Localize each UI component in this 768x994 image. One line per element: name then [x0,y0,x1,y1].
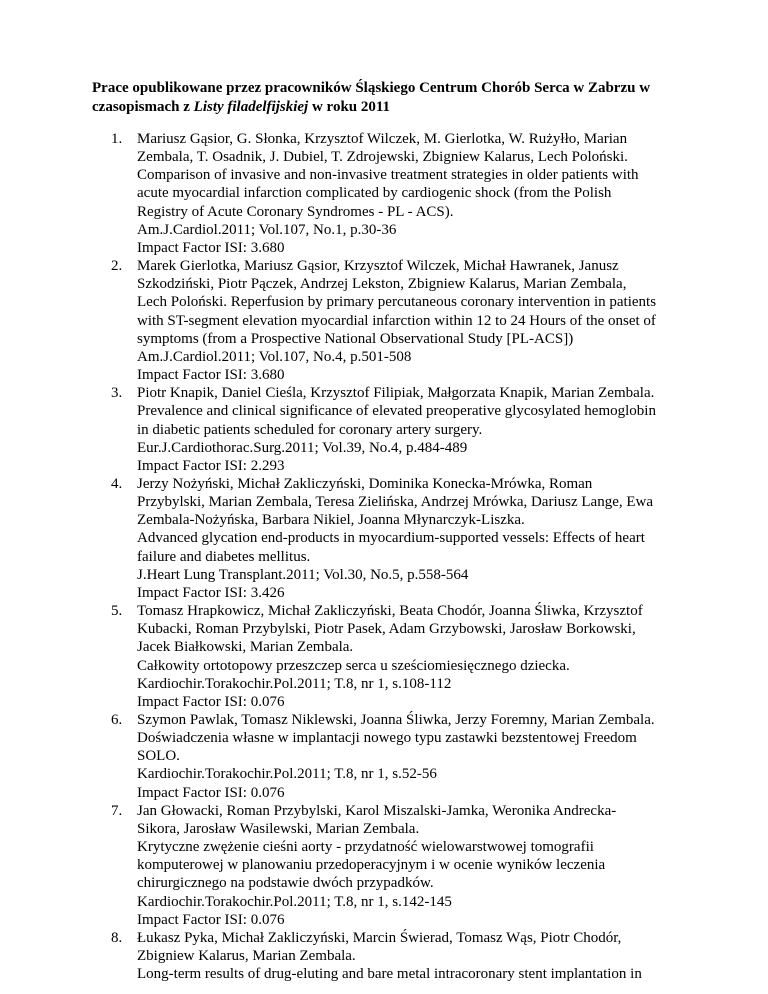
publication-item [92,257,692,384]
heading-italic-title: Listy filadelfijskiej [193,99,309,115]
publication-number: 7. [111,802,123,819]
publication-line: Mariusz Gąsior, G. Słonka, Krzysztof Wilczek, M. Gierlotka, W. Rużyłło, Marian [137,131,628,147]
publication-line: Doświadczenia własne w implantacji nowego typu zastawki bezstentowej Freedom [137,730,637,747]
heading-suffix: w roku 2011 [308,99,391,115]
publication-line: Impact Factor ISI: 0.076 [137,911,285,928]
publication-line: Zembala, T. Osadnik, J. Dubiel, T. Zdrojewski, Zbigniew Kalarus, Lech Poloński. [137,149,628,166]
publication-line: Eur.J.Cardiothorac.Surg.2011; Vol.39, No.4, p.484-489 [137,439,468,456]
publication-line: Impact Factor ISI: 2.293 [137,457,285,474]
publication-line: Kardiochir.Torakochir.Pol.2011; T.8, nr 1, s.142-145 [137,893,452,910]
publication-line: Przybylski, Marian Zembala, Teresa Zielińska, Andrzej Mrówka, Dariusz Lange, Ewa [137,494,654,511]
publication-line: Całkowity ortotopowy przeszczep serca u sześciomiesięcznego dziecka. [137,657,570,674]
document-heading [92,79,692,117]
publication-line: Zembala-Nożyńska, Barbara Nikiel, Joanna Młynarczyk-Liszka. [137,512,525,529]
publication-number: 1. [111,131,123,147]
publication-line: Advanced glycation end-products in myocardium-supported vessels: Effects of heart [137,530,645,547]
publication-line: Tomasz Hrapkowicz, Michał Zakliczyński, Beata Chodór, Joanna Śliwka, Krzysztof [137,603,643,620]
publication-line: Kubacki, Roman Przybylski, Piotr Pasek, Adam Grzybowski, Jarosław Borkowski, [137,621,636,638]
publication-item [92,384,692,475]
publication-line: Impact Factor ISI: 0.076 [137,784,285,801]
publication-line: Prevalence and clinical significance of elevated preoperative glycosylated hemoglobin [137,403,656,420]
publication-line: Lech Poloński. Reperfusion by primary percutaneous coronary intervention in patients [137,294,657,311]
publication-line: Łukasz Pyka, Michał Zakliczyński, Marcin Świerad, Tomasz Wąs, Piotr Chodór, [137,929,622,946]
publication-number: 2. [111,258,123,275]
publication-item [92,475,692,602]
publication-line: Jerzy Nożyński, Michał Zakliczyński, Dominika Konecka-Mrówka, Roman [137,475,593,492]
publication-number: 6. [111,712,123,728]
publication-line: Sikora, Jarosław Wasilewski, Marian Zembala. [137,820,420,837]
publication-line: Szkodziński, Piotr Pączek, Andrzej Lekston, Zbigniew Kalarus, Marian Zembala, [137,276,627,293]
publication-line: komputerowej w planowaniu przedoperacyjnym i w ocenie wyników leczenia [137,857,606,874]
publication-line: Piotr Knapik, Daniel Cieśla, Krzysztof Filipiak, Małgorzata Knapik, Marian Zembala. [137,385,655,402]
publication-number: 8. [111,929,123,946]
publication-line: Jan Głowacki, Roman Przybylski, Karol Miszalski-Jamka, Weronika Andrecka- [137,802,617,819]
publication-line: with ST-segment elevation myocardial infarction within 12 to 24 Hours of the onset of [137,312,656,329]
publication-item [92,929,692,983]
publication-line: Comparison of invasive and non-invasive treatment strategies in older patients with [137,167,639,184]
publication-line: Am.J.Cardiol.2011; Vol.107, No.4, p.501-508 [137,348,412,365]
publication-line: Szymon Pawlak, Tomasz Niklewski, Joanna Śliwka, Jerzy Foremny, Marian Zembala. [137,712,655,728]
publication-line: Zbigniew Kalarus, Marian Zembala. [137,948,356,965]
publication-line: Impact Factor ISI: 3.426 [137,584,285,601]
publication-line: Impact Factor ISI: 3.680 [137,367,285,384]
heading-line-1: Prace opublikowane przez pracowników Śląskiego Centrum Chorób Serca w Zabrzu w [92,80,651,96]
publication-line: symptoms (from a Prospective National Observational Study [PL-ACS]) [137,330,574,347]
publication-item [92,802,692,929]
publication-item [92,130,692,257]
publication-line: in diabetic patients scheduled for coronary artery surgery. [137,421,483,438]
publication-item [92,602,692,711]
publication-line: Krytyczne zwężenie cieśni aorty - przydatność wielowarstwowej tomografii [137,839,594,856]
publication-line: Long-term results of drug-eluting and bare metal intracoronary stent implantation in [137,966,642,983]
publication-line: J.Heart Lung Transplant.2011; Vol.30, No.5, p.558-564 [137,566,469,583]
publication-line: Am.J.Cardiol.2011; Vol.107, No.1, p.30-36 [137,221,397,238]
publication-number: 4. [111,475,123,492]
publication-line: Impact Factor ISI: 0.076 [137,693,285,710]
heading-prefix: czasopismach z [92,99,194,115]
publication-number: 5. [111,603,123,620]
publication-line: Marek Gierlotka, Mariusz Gąsior, Krzysztof Wilczek, Michał Hawranek, Janusz [137,258,619,275]
publication-number: 3. [111,385,123,402]
publication-line: SOLO. [137,748,180,765]
publication-line: Impact Factor ISI: 3.680 [137,239,285,256]
publication-line: failure and diabetes mellitus. [137,548,311,565]
publication-list [92,130,692,983]
publication-line: acute myocardial infarction complicated by cardiogenic shock (from the Polish [137,185,612,202]
publication-line: chirurgicznego na podstawie dwóch przypadków. [137,875,434,892]
publication-line: Kardiochir.Torakochir.Pol.2011; T.8, nr 1, s.108-112 [137,675,452,692]
publication-item [92,711,692,802]
publication-line: Kardiochir.Torakochir.Pol.2011; T.8, nr 1, s.52-56 [137,766,437,783]
publication-line: Registry of Acute Coronary Syndromes - PL - ACS). [137,203,454,220]
publication-line: Jacek Białkowski, Marian Zembala. [137,639,354,656]
